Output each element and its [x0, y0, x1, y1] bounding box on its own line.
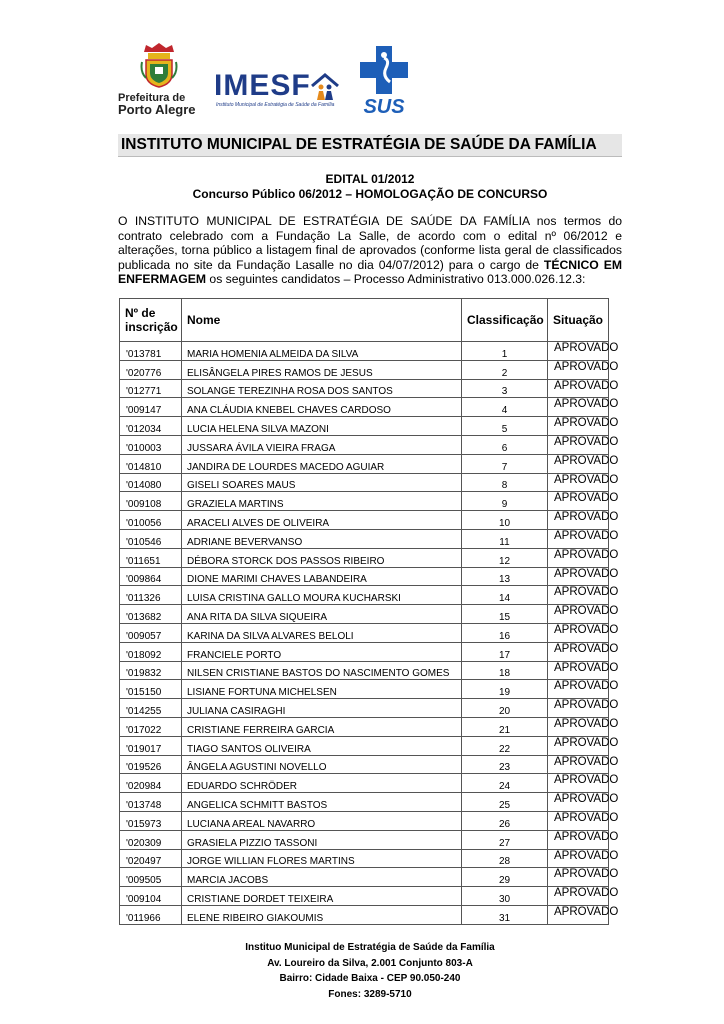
situacao-cell: APROVADO	[548, 905, 609, 924]
inscricao-cell: '018092	[120, 642, 182, 661]
classificacao-cell: 30	[462, 887, 548, 906]
table-row	[120, 868, 609, 887]
nome-cell: ELENE RIBEIRO GIAKOUMIS	[182, 905, 462, 924]
table-row	[120, 755, 609, 774]
situacao-cell: APROVADO	[548, 379, 609, 398]
nome-cell: JORGE WILLIAN FLORES MARTINS	[182, 849, 462, 868]
header-classificacao: Classificação	[462, 299, 548, 342]
classificacao-cell: 2	[462, 360, 548, 379]
classificacao-cell: 22	[462, 736, 548, 755]
classificacao-cell: 1	[462, 342, 548, 361]
inscricao-cell: '009057	[120, 623, 182, 642]
classificacao-cell: 31	[462, 905, 548, 924]
nome-cell: CRISTIANE DORDET TEIXEIRA	[182, 887, 462, 906]
intro-text-after: os seguintes candidatos – Processo Administrativo 013.000.026.12.3:	[206, 272, 586, 287]
situacao-cell: APROVADO	[548, 454, 609, 473]
situacao-cell: APROVADO	[548, 473, 609, 492]
table-row	[120, 905, 609, 924]
situacao-cell: APROVADO	[548, 887, 609, 906]
classificacao-cell: 24	[462, 774, 548, 793]
situacao-cell: APROVADO	[548, 680, 609, 699]
classificacao-cell: 4	[462, 398, 548, 417]
nome-cell: ELISÂNGELA PIRES RAMOS DE JESUS	[182, 360, 462, 379]
situacao-cell: APROVADO	[548, 755, 609, 774]
table-header-row	[120, 299, 609, 342]
inscricao-cell: '009104	[120, 887, 182, 906]
table-row	[120, 830, 609, 849]
situacao-cell: APROVADO	[548, 661, 609, 680]
classificacao-cell: 28	[462, 849, 548, 868]
footer-line3: Bairro: Cidade Baixa - CEP 90.050-240	[279, 973, 461, 984]
classificacao-cell: 20	[462, 699, 548, 718]
prefeitura-line2: Porto Alegre	[118, 102, 196, 117]
nome-cell: ANA RITA DA SILVA SIQUEIRA	[182, 605, 462, 624]
inscricao-cell: '011966	[120, 905, 182, 924]
table-row	[120, 435, 609, 454]
table-row	[120, 511, 609, 530]
imesf-logo	[214, 70, 344, 110]
sus-word: SUS	[363, 96, 405, 118]
inscricao-cell: '015150	[120, 680, 182, 699]
nome-cell: MARIA HOMENIA ALMEIDA DA SILVA	[182, 342, 462, 361]
nome-cell: CRISTIANE FERREIRA GARCIA	[182, 717, 462, 736]
table-row	[120, 736, 609, 755]
table-row	[120, 642, 609, 661]
prefeitura-logo	[118, 42, 206, 122]
sus-logo	[360, 46, 408, 120]
nome-cell: GRAZIELA MARTINS	[182, 492, 462, 511]
table-row	[120, 342, 609, 361]
inscricao-cell: '019832	[120, 661, 182, 680]
inscricao-cell: '020497	[120, 849, 182, 868]
classificacao-cell: 5	[462, 417, 548, 436]
table-row	[120, 793, 609, 812]
situacao-cell: APROVADO	[548, 511, 609, 530]
page-footer	[118, 940, 622, 1002]
inscricao-cell: '020984	[120, 774, 182, 793]
nome-cell: GISELI SOARES MAUS	[182, 473, 462, 492]
inscricao-cell: '017022	[120, 717, 182, 736]
classificacao-cell: 12	[462, 548, 548, 567]
situacao-cell: APROVADO	[548, 435, 609, 454]
nome-cell: LISIANE FORTUNA MICHELSEN	[182, 680, 462, 699]
classificacao-cell: 15	[462, 605, 548, 624]
table-row	[120, 605, 609, 624]
situacao-cell: APROVADO	[548, 623, 609, 642]
classificacao-cell: 16	[462, 623, 548, 642]
nome-cell: GRASIELA PIZZIO TASSONI	[182, 830, 462, 849]
situacao-cell: APROVADO	[548, 360, 609, 379]
table-row	[120, 661, 609, 680]
table-row	[120, 699, 609, 718]
classificacao-cell: 11	[462, 529, 548, 548]
inscricao-cell: '019017	[120, 736, 182, 755]
situacao-cell: APROVADO	[548, 567, 609, 586]
nome-cell: JULIANA CASIRAGHI	[182, 699, 462, 718]
inscricao-cell: '010546	[120, 529, 182, 548]
approved-candidates-table	[119, 298, 619, 925]
table-row	[120, 548, 609, 567]
inscricao-cell: '009108	[120, 492, 182, 511]
table-row	[120, 379, 609, 398]
intro-paragraph	[118, 214, 622, 287]
sus-cross-icon	[360, 46, 408, 96]
nome-cell: LUISA CRISTINA GALLO MOURA KUCHARSKI	[182, 586, 462, 605]
inscricao-cell: '009505	[120, 868, 182, 887]
edital-subtitle: Concurso Público 06/2012 – HOMOLOGAÇÃO DE CONCURSO	[192, 187, 548, 201]
table-row	[120, 680, 609, 699]
prefeitura-line1: Prefeitura de	[118, 92, 186, 104]
inscricao-cell: '011326	[120, 586, 182, 605]
classificacao-cell: 29	[462, 868, 548, 887]
edital-number: EDITAL 01/2012	[325, 172, 415, 186]
classificacao-cell: 23	[462, 755, 548, 774]
classificacao-cell: 10	[462, 511, 548, 530]
classificacao-cell: 19	[462, 680, 548, 699]
situacao-cell: APROVADO	[548, 529, 609, 548]
classificacao-cell: 17	[462, 642, 548, 661]
inscricao-cell: '011651	[120, 548, 182, 567]
inscricao-cell: '009864	[120, 567, 182, 586]
nome-cell: MARCIA JACOBS	[182, 868, 462, 887]
intro-cargo: TÉCNICO EM ENFERMAGEM	[118, 257, 622, 287]
inscricao-cell: '010003	[120, 435, 182, 454]
classificacao-cell: 26	[462, 811, 548, 830]
table-row	[120, 398, 609, 417]
nome-cell: SOLANGE TEREZINHA ROSA DOS SANTOS	[182, 379, 462, 398]
classificacao-cell: 7	[462, 454, 548, 473]
footer-line1: Instituo Municipal de Estratégia de Saúde da Família	[245, 942, 495, 953]
nome-cell: KARINA DA SILVA ALVARES BELOLI	[182, 623, 462, 642]
footer-line4: Fones: 3289-5710	[328, 988, 412, 1000]
inscricao-cell: '012771	[120, 379, 182, 398]
imesf-word: IMESF	[214, 69, 311, 102]
classificacao-cell: 8	[462, 473, 548, 492]
inscricao-cell: '015973	[120, 811, 182, 830]
classificacao-cell: 25	[462, 793, 548, 812]
header-situacao: Situação	[548, 299, 609, 342]
classificacao-cell: 6	[462, 435, 548, 454]
table-body	[120, 342, 619, 925]
table-row	[120, 417, 609, 436]
inscricao-cell: '014810	[120, 454, 182, 473]
intro-text-before: O INSTITUTO MUNICIPAL DE ESTRATÉGIA DE SAÚDE DA FAMÍLIA nos termos do contrato celebrado com a Fundação La Salle, de acordo com o edital nº 06/2012 e alterações, torna público a listagem final de aprovados (conforme lista geral de classificados publicada no site da Fundação Lasalle no dia 04/07/2012) para o cargo de	[118, 214, 622, 272]
table-row	[120, 717, 609, 736]
situacao-cell: APROVADO	[548, 342, 609, 361]
nome-cell: DÉBORA STORCK DOS PASSOS RIBEIRO	[182, 548, 462, 567]
situacao-cell: APROVADO	[548, 830, 609, 849]
city-crest-icon	[140, 42, 178, 88]
nome-cell: ADRIANE BEVERVANSO	[182, 529, 462, 548]
table-row	[120, 586, 609, 605]
inscricao-cell: '013682	[120, 605, 182, 624]
nome-cell: JUSSARA ÁVILA VIEIRA FRAGA	[182, 435, 462, 454]
table-row	[120, 492, 609, 511]
situacao-cell: APROVADO	[548, 774, 609, 793]
nome-cell: ÂNGELA AGUSTINI NOVELLO	[182, 755, 462, 774]
table-row	[120, 454, 609, 473]
situacao-cell: APROVADO	[548, 736, 609, 755]
situacao-cell: APROVADO	[548, 642, 609, 661]
header-nome: Nome	[182, 299, 462, 342]
nome-cell: EDUARDO SCHRÖDER	[182, 774, 462, 793]
inscricao-cell: '020776	[120, 360, 182, 379]
nome-cell: ARACELI ALVES DE OLIVEIRA	[182, 511, 462, 530]
classificacao-cell: 14	[462, 586, 548, 605]
table-row	[120, 623, 609, 642]
table-row	[120, 887, 609, 906]
table-row	[120, 473, 609, 492]
situacao-cell: APROVADO	[548, 586, 609, 605]
classificacao-cell: 21	[462, 717, 548, 736]
inscricao-cell: '014080	[120, 473, 182, 492]
inscricao-cell: '013781	[120, 342, 182, 361]
situacao-cell: APROVADO	[548, 868, 609, 887]
inscricao-cell: '019526	[120, 755, 182, 774]
family-house-icon	[310, 72, 340, 102]
nome-cell: TIAGO SANTOS OLIVEIRA	[182, 736, 462, 755]
inscricao-cell: '014255	[120, 699, 182, 718]
nome-cell: NILSEN CRISTIANE BASTOS DO NASCIMENTO GOMES	[182, 661, 462, 680]
classificacao-cell: 3	[462, 379, 548, 398]
nome-cell: ANGELICA SCHMITT BASTOS	[182, 793, 462, 812]
prefeitura-text	[118, 92, 206, 116]
situacao-cell: APROVADO	[548, 398, 609, 417]
nome-cell: JANDIRA DE LOURDES MACEDO AGUIAR	[182, 454, 462, 473]
table-row	[120, 360, 609, 379]
table-row	[120, 529, 609, 548]
footer-line2: Av. Loureiro da Silva, 2.001 Conjunto 803-A	[267, 957, 473, 969]
table-row	[120, 811, 609, 830]
table-row	[120, 849, 609, 868]
nome-cell: LUCIANA AREAL NAVARRO	[182, 811, 462, 830]
header-inscricao: Nº de inscrição	[120, 299, 182, 342]
nome-cell: DIONE MARIMI CHAVES LABANDEIRA	[182, 567, 462, 586]
situacao-cell: APROVADO	[548, 793, 609, 812]
situacao-cell: APROVADO	[548, 717, 609, 736]
table-row	[120, 567, 609, 586]
classificacao-cell: 18	[462, 661, 548, 680]
situacao-cell: APROVADO	[548, 492, 609, 511]
banner-title: INSTITUTO MUNICIPAL DE ESTRATÉGIA DE SAÚDE DA FAMÍLIA	[121, 136, 597, 153]
situacao-cell: APROVADO	[548, 417, 609, 436]
nome-cell: FRANCIELE PORTO	[182, 642, 462, 661]
nome-cell: LUCIA HELENA SILVA MAZONI	[182, 417, 462, 436]
institute-banner	[118, 134, 622, 157]
header-logos	[118, 42, 418, 122]
situacao-cell: APROVADO	[548, 849, 609, 868]
situacao-cell: APROVADO	[548, 548, 609, 567]
inscricao-cell: '009147	[120, 398, 182, 417]
imesf-subtitle: Instituto Municipal de Estratégia de Saúde da Família	[216, 102, 335, 108]
inscricao-cell: '013748	[120, 793, 182, 812]
classificacao-cell: 13	[462, 567, 548, 586]
inscricao-cell: '012034	[120, 417, 182, 436]
inscricao-cell: '010056	[120, 511, 182, 530]
table-row	[120, 774, 609, 793]
inscricao-cell: '020309	[120, 830, 182, 849]
classificacao-cell: 27	[462, 830, 548, 849]
nome-cell: ANA CLÁUDIA KNEBEL CHAVES CARDOSO	[182, 398, 462, 417]
situacao-cell: APROVADO	[548, 811, 609, 830]
situacao-cell: APROVADO	[548, 605, 609, 624]
edital-heading	[118, 172, 622, 202]
classificacao-cell: 9	[462, 492, 548, 511]
situacao-cell: APROVADO	[548, 699, 609, 718]
